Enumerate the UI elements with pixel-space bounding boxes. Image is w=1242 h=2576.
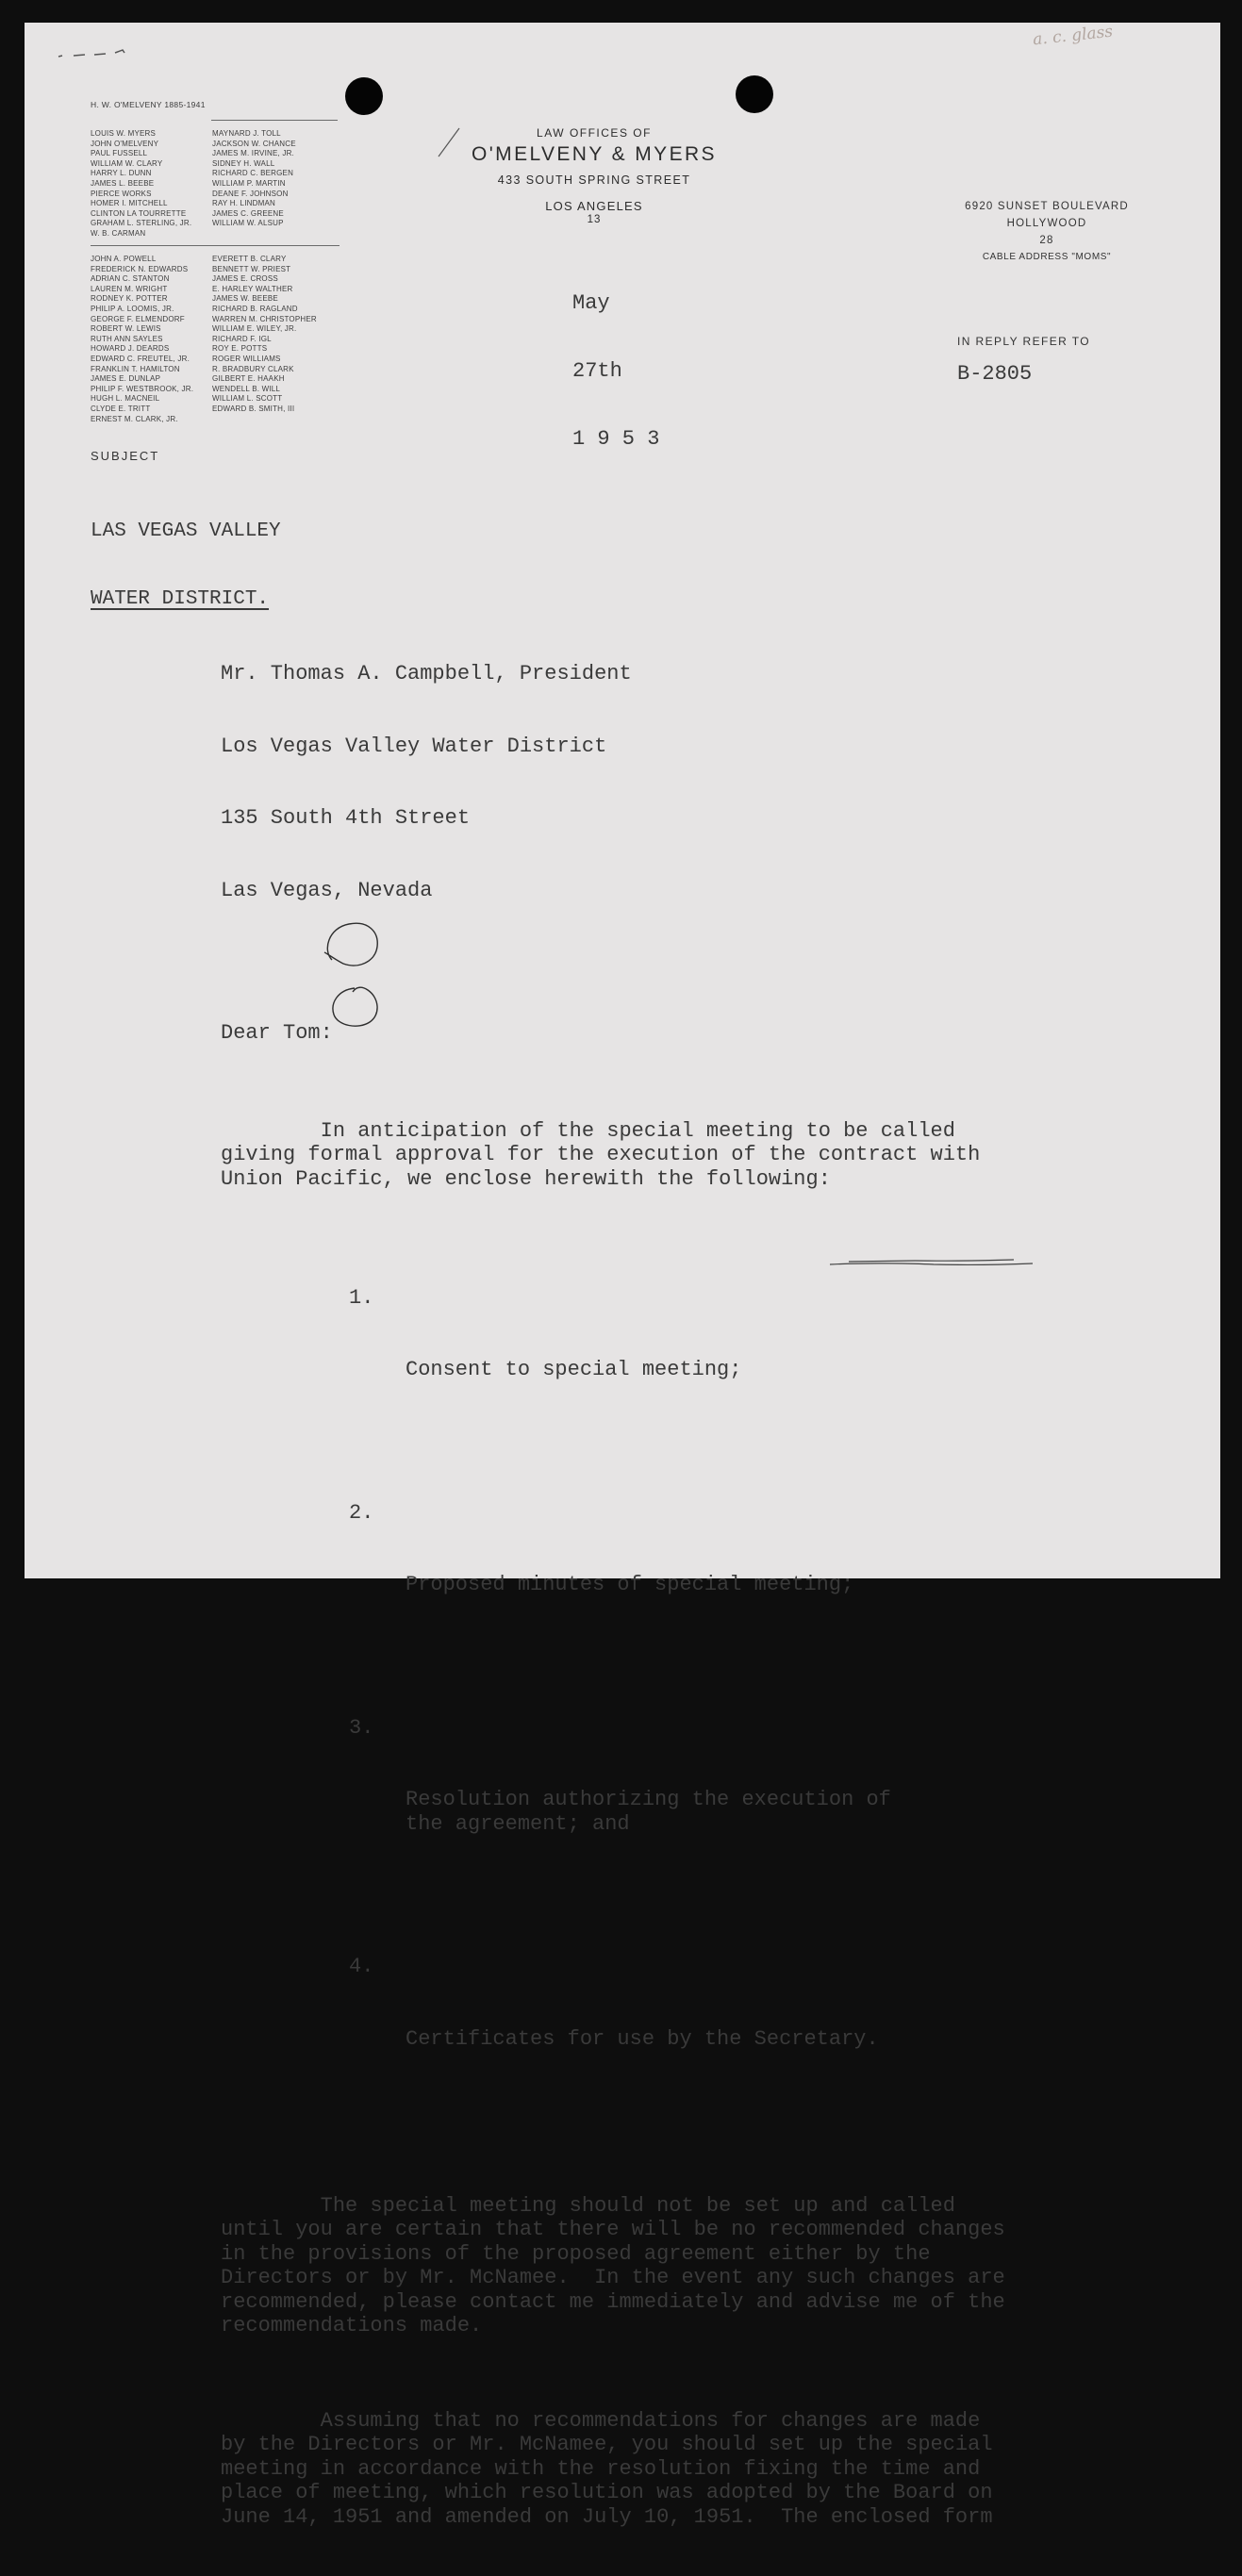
attorney-name: GEORGE F. ELMENDORF bbox=[91, 314, 185, 323]
attorney-name: SIDNEY H. WALL bbox=[212, 158, 275, 168]
punch-hole-left bbox=[345, 77, 383, 115]
item-text: Resolution authorizing the execution of the agreement; and bbox=[406, 1788, 891, 1836]
salutation: Dear Tom: bbox=[221, 1021, 333, 1045]
attorney-name: ROBERT W. LEWIS bbox=[91, 324, 161, 334]
attorney-name: JAMES C. GREENE bbox=[212, 208, 284, 218]
attorney-name: RICHARD C. BERGEN bbox=[212, 169, 294, 178]
firm-city: LOS ANGELES bbox=[545, 199, 643, 213]
law-offices-label: LAW OFFICES OF bbox=[537, 126, 652, 140]
attorney-name: LAUREN M. WRIGHT bbox=[91, 284, 168, 293]
attorney-name: CLYDE E. TRITT bbox=[91, 404, 151, 413]
branch-city: HOLLYWOOD bbox=[1006, 218, 1087, 229]
reply-label: IN REPLY REFER TO bbox=[957, 335, 1090, 348]
attorney-name: JOHN A. POWELL bbox=[91, 255, 157, 263]
partners-column-2 bbox=[212, 129, 296, 229]
attorney-name: PHILIP F. WESTBROOK, JR. bbox=[91, 384, 194, 393]
subject-line-2: WATER DISTRICT. bbox=[91, 588, 270, 610]
attorney-name: ERNEST M. CLARK, JR. bbox=[91, 414, 178, 423]
attorney-name: JAMES E. CROSS bbox=[212, 274, 278, 284]
pencil-strike bbox=[830, 1261, 1075, 1276]
attorney-name: CLINTON LA TOURRETTE bbox=[91, 208, 187, 218]
attorney-name: WILLIAM W. CLARY bbox=[91, 158, 163, 168]
attorney-name: RICHARD F. IGL bbox=[212, 334, 272, 343]
partners-column-1 bbox=[91, 129, 191, 239]
attorney-name: RICHARD B. RAGLAND bbox=[212, 304, 298, 313]
attorney-name: JOHN O'MELVENY bbox=[91, 139, 159, 148]
date-month: May bbox=[572, 291, 610, 315]
founder-line: H. W. O'MELVENY 1885-1941 bbox=[91, 100, 206, 109]
enclosure-item bbox=[349, 1716, 1183, 1885]
firm-zone: 13 bbox=[587, 214, 602, 225]
letter-date bbox=[572, 247, 659, 473]
attorney-name: WENDELL B. WILL bbox=[212, 384, 281, 393]
enclosure-item bbox=[349, 1955, 1183, 2099]
firm-name: O'MELVENY & MYERS bbox=[472, 143, 717, 165]
paragraph-2: The special meeting should not be set up and called until you are certain that there will be no recommended changes in the provisions of the proposed agreement either by the Directors or by Mr. McNamee. In the event any such changes are recommended, please contact me immediately and advise me of the recommendations made. bbox=[221, 2193, 1005, 2337]
attorney-name: LOUIS W. MYERS bbox=[91, 129, 157, 138]
firm-header bbox=[434, 126, 754, 225]
item-number: 2. bbox=[349, 1500, 374, 1525]
recipient-address bbox=[221, 614, 1183, 950]
attorney-name: HARRY L. DUNN bbox=[91, 169, 152, 178]
attorney-name: JAMES W. BEEBE bbox=[212, 294, 278, 304]
enclosure-item bbox=[349, 1501, 1183, 1645]
recipient-name: Mr. Thomas A. Campbell, President bbox=[221, 662, 632, 685]
pencil-mark bbox=[57, 47, 132, 60]
attorney-name: HOMER I. MITCHELL bbox=[91, 199, 168, 208]
attorney-name: RAY H. LINDMAN bbox=[212, 199, 275, 208]
attorney-name: GRAHAM L. STERLING, JR. bbox=[91, 219, 192, 228]
attorney-name: DEANE F. JOHNSON bbox=[212, 189, 289, 198]
enclosure-item bbox=[349, 1286, 1183, 1430]
associates-column-1 bbox=[91, 255, 193, 424]
handwritten-initials: a. c. glass bbox=[1032, 22, 1114, 50]
attorney-name: WILLIAM L. SCOTT bbox=[212, 394, 283, 404]
attorney-name: RUTH ANN SAYLES bbox=[91, 334, 163, 343]
attorney-name: JACKSON W. CHANCE bbox=[212, 139, 296, 148]
firm-street: 433 SOUTH SPRING STREET bbox=[497, 173, 691, 187]
attorney-name: WILLIAM P. MARTIN bbox=[212, 178, 286, 188]
punch-hole-right bbox=[736, 75, 773, 113]
recipient-city: Las Vegas, Nevada bbox=[221, 878, 433, 902]
branch-zone: 28 bbox=[1039, 235, 1054, 246]
attorney-name: EDWARD C. FREUTEL, JR. bbox=[91, 354, 190, 363]
date-year: 1 9 5 3 bbox=[572, 427, 660, 451]
attorney-name: ROY E. POTTS bbox=[212, 344, 268, 354]
attorney-name: WARREN M. CHRISTOPHER bbox=[212, 314, 317, 323]
attorney-name: JAMES E. DUNLAP bbox=[91, 374, 161, 384]
paragraph-1: In anticipation of the special meeting to be called giving formal approval for the execution of the contract with Union Pacific, we enclose herewith the following: bbox=[221, 1118, 981, 1191]
attorney-name: RODNEY K. POTTER bbox=[91, 294, 168, 304]
item-number: 4. bbox=[349, 1955, 374, 1978]
handwritten-circle-item-4 bbox=[324, 981, 400, 1033]
attorney-name: JAMES L. BEEBE bbox=[91, 178, 155, 188]
associates-column-2 bbox=[212, 255, 317, 415]
branch-address bbox=[943, 198, 1151, 266]
item-number: 3. bbox=[349, 1715, 374, 1740]
item-text: Proposed minutes of special meeting; bbox=[406, 1573, 854, 1596]
attorney-name: WILLIAM W. ALSUP bbox=[212, 219, 284, 228]
attorney-name: E. HARLEY WALTHER bbox=[212, 284, 293, 293]
subject-line-1: LAS VEGAS VALLEY bbox=[91, 520, 281, 542]
attorney-name: GILBERT E. HAAKH bbox=[212, 374, 285, 384]
letterhead-rule bbox=[91, 245, 339, 246]
paragraph-3: Assuming that no recommendations for changes are made by the Directors or Mr. McNamee, you should set up the special meeting in accordance with the resolution fixing the time and place of meeting, which resolution was adopted by the Board on June 14, 1951 and amended on July 10, 1951. The enclosed form bbox=[221, 2408, 993, 2529]
attorney-name: MAYNARD J. TOLL bbox=[212, 129, 281, 138]
attorney-name: EVERETT B. CLARY bbox=[212, 255, 287, 263]
attorney-name: FRANKLIN T. HAMILTON bbox=[91, 364, 180, 373]
attorney-name: PHILIP A. LOOMIS, JR. bbox=[91, 304, 174, 313]
attorney-name: ROGER WILLIAMS bbox=[212, 354, 281, 363]
date-day: 27th bbox=[572, 359, 622, 383]
item-number: 1. bbox=[349, 1285, 374, 1310]
attorney-name: W. B. CARMAN bbox=[91, 228, 146, 238]
attorney-name: PIERCE WORKS bbox=[91, 189, 152, 198]
attorney-name: HUGH L. MACNEIL bbox=[91, 394, 160, 404]
item-text: Certificates for use by the Secretary. bbox=[406, 2026, 879, 2051]
attorney-name: PAUL FUSSELL bbox=[91, 149, 148, 158]
reference-number: B-2805 bbox=[957, 362, 1033, 386]
cable-address: CABLE ADDRESS "MOMS" bbox=[982, 252, 1112, 262]
attorney-name: JAMES M. IRVINE, JR. bbox=[212, 149, 294, 158]
attorney-name: WILLIAM E. WILEY, JR. bbox=[212, 324, 297, 334]
attorney-name: BENNETT W. PRIEST bbox=[212, 264, 291, 273]
letter-body bbox=[221, 566, 1183, 2576]
attorney-name: EDWARD B. SMITH, III bbox=[212, 404, 295, 413]
recipient-org: Los Vegas Valley Water District bbox=[221, 734, 607, 758]
attorney-name: ADRIAN C. STANTON bbox=[91, 274, 170, 284]
attorney-name: FREDERICK N. EDWARDS bbox=[91, 264, 189, 273]
handwritten-circle-item-3 bbox=[321, 918, 396, 971]
subject-label: SUBJECT bbox=[91, 449, 160, 463]
attorney-name: R. BRADBURY CLARK bbox=[212, 364, 294, 373]
branch-street: 6920 SUNSET BOULEVARD bbox=[965, 201, 1129, 212]
item-text: Consent to special meeting; bbox=[406, 1358, 742, 1381]
letterhead-rule bbox=[211, 120, 338, 121]
recipient-street: 135 South 4th Street bbox=[221, 806, 471, 830]
attorney-name: HOWARD J. DEARDS bbox=[91, 344, 170, 354]
